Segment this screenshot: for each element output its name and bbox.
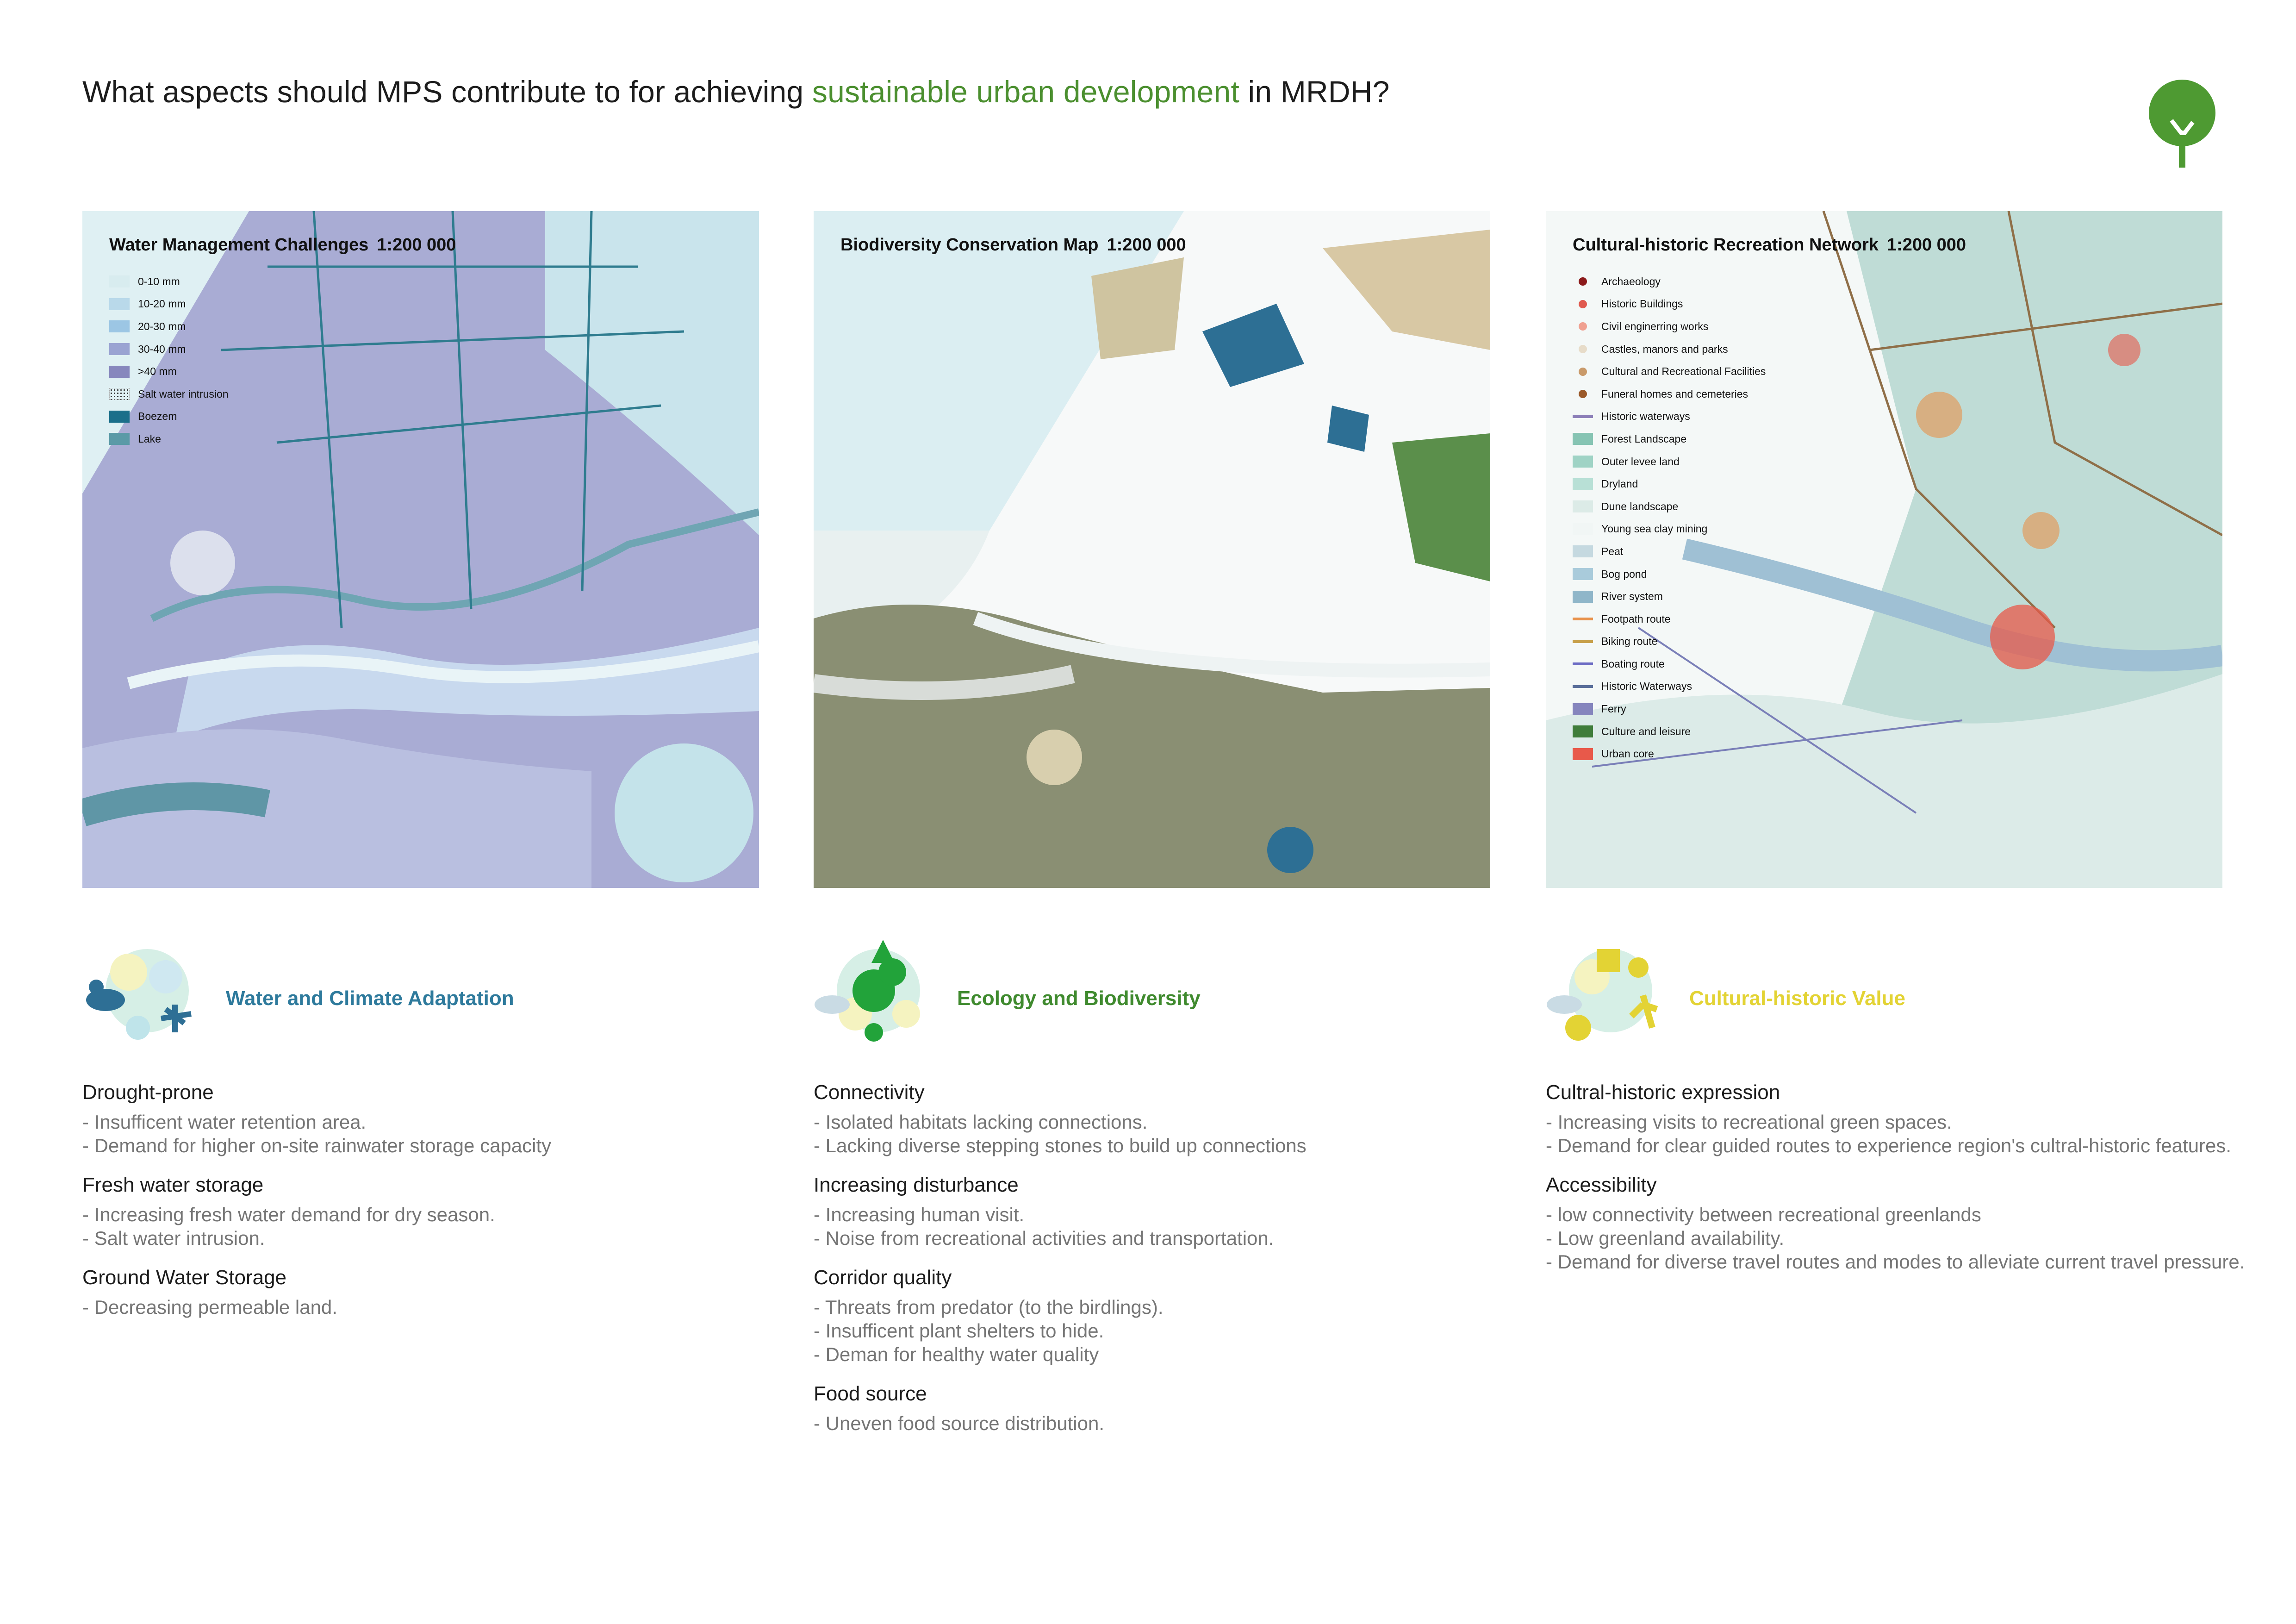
legend-swatch xyxy=(1573,456,1593,468)
biodiversity-map xyxy=(814,211,1490,888)
legend-swatch xyxy=(109,343,130,355)
challenge-item: - Demand for clear guided routes to experience region's cultral-historic features. xyxy=(1546,1135,2232,1156)
legend-swatch xyxy=(109,366,130,378)
legend-label: Funeral homes and cemeteries xyxy=(1601,387,1748,400)
challenge-item: - Deman for healthy water quality xyxy=(814,1343,1099,1365)
legend-item xyxy=(1573,631,1766,653)
legend-item: 10-20 mm xyxy=(109,293,229,316)
legend-label: Young sea clay mining xyxy=(1601,523,1708,535)
legend-item xyxy=(1573,653,1766,675)
legend-item xyxy=(1573,338,1766,361)
title-highlight: sustainable urban development xyxy=(812,75,1239,109)
map-title: Biodiversity Conservation Map 1:200 000 xyxy=(840,235,1186,255)
section-heading: Drought-prone xyxy=(82,1081,214,1104)
legend-swatch xyxy=(1573,545,1593,557)
challenge-section xyxy=(82,1171,823,1250)
legend-item xyxy=(1573,540,1766,563)
tree-logo-icon xyxy=(2147,80,2217,168)
water-legend xyxy=(109,270,229,450)
legend-item xyxy=(1573,518,1766,541)
section-heading: Corridor quality xyxy=(814,1266,952,1289)
legend-item xyxy=(1573,563,1766,586)
legend-item xyxy=(1573,270,1766,293)
legend-swatch xyxy=(1579,368,1587,376)
challenge-item: - Isolated habitats lacking connections. xyxy=(814,1111,1148,1133)
challenge-item: - Uneven food source distribution. xyxy=(814,1412,1105,1434)
title-before: What aspects should MPS contribute to for achieving xyxy=(82,75,804,109)
legend-item xyxy=(1573,428,1766,450)
challenge-item: - Noise from recreational activities and transportation. xyxy=(814,1227,1274,1249)
challenge-section xyxy=(1546,1171,2286,1274)
water-management-map xyxy=(82,211,759,888)
challenge-item: - Insufficent water retention area. xyxy=(82,1111,367,1133)
legend-label: River system xyxy=(1601,590,1663,603)
legend-swatch xyxy=(1579,322,1587,331)
legend-item xyxy=(1573,473,1766,495)
ecology-challenges-list xyxy=(814,1079,1554,1449)
legend-label: Historic Waterways xyxy=(1601,680,1692,693)
legend-swatch xyxy=(1573,703,1593,715)
legend-item xyxy=(1573,406,1766,428)
legend-swatch xyxy=(1573,662,1593,665)
ecology-biodiversity-icon xyxy=(814,935,934,1051)
legend-item xyxy=(1573,608,1766,631)
cultural-historic-icon xyxy=(1546,935,1666,1051)
challenge-section xyxy=(1546,1079,2286,1157)
legend-swatch xyxy=(1573,568,1593,580)
legend-label: Archaeology xyxy=(1601,275,1661,287)
section-heading: Food source xyxy=(814,1382,927,1405)
legend-label: Biking route xyxy=(1601,635,1658,648)
challenge-item: - Increasing fresh water demand for dry season. xyxy=(82,1204,495,1225)
challenge-item: - Demand for higher on-site rainwater storage capacity xyxy=(82,1135,552,1156)
legend-label: Ferry xyxy=(1601,703,1626,715)
challenge-item: - Demand for diverse travel routes and modes to alleviate current travel pressure. xyxy=(1546,1251,2245,1273)
legend-item xyxy=(1573,675,1766,698)
legend-item: 20-30 mm xyxy=(109,315,229,338)
legend-swatch xyxy=(1573,640,1593,643)
legend-item xyxy=(1573,743,1766,765)
legend-swatch xyxy=(1579,277,1587,286)
challenge-item: - Salt water intrusion. xyxy=(82,1227,265,1249)
legend-swatch xyxy=(109,320,130,332)
legend-swatch xyxy=(1573,591,1593,603)
theme-label: Cultural-historic Value xyxy=(1689,987,1905,1010)
legend-swatch xyxy=(1573,748,1593,760)
legend-label: Outer levee land xyxy=(1601,455,1680,468)
challenge-item: - Threats from predator (to the birdlings). xyxy=(814,1296,1164,1318)
legend-label: Bog pond xyxy=(1601,568,1647,580)
section-heading: Connectivity xyxy=(814,1081,925,1104)
theme-label: Water and Climate Adaptation xyxy=(226,987,514,1010)
section-heading: Accessibility xyxy=(1546,1174,1657,1196)
legend-item xyxy=(1573,585,1766,608)
legend-item: >40 mm xyxy=(109,360,229,383)
legend-label: Historic waterways xyxy=(1601,410,1690,423)
challenge-section xyxy=(82,1079,823,1157)
challenge-item: - low connectivity between recreational greenlands xyxy=(1546,1204,1981,1225)
challenge-item: - Lacking diverse stepping stones to build up connections xyxy=(814,1135,1307,1156)
legend-item: Salt water intrusion xyxy=(109,383,229,406)
legend-item xyxy=(1573,315,1766,338)
section-heading: Fresh water storage xyxy=(82,1174,264,1196)
cultural-historic-map xyxy=(1546,211,2222,888)
legend-item xyxy=(1573,383,1766,406)
challenge-item: - Low greenland availability. xyxy=(1546,1227,1785,1249)
biodiversity-map-background xyxy=(814,211,1490,888)
legend-swatch xyxy=(1579,345,1587,353)
challenge-section xyxy=(814,1079,1554,1157)
legend-item xyxy=(1573,293,1766,316)
challenge-section xyxy=(814,1171,1554,1250)
legend-swatch xyxy=(109,388,130,400)
challenge-section xyxy=(814,1380,1554,1435)
legend-swatch xyxy=(1573,725,1593,737)
legend-item xyxy=(1573,360,1766,383)
legend-label: Cultural and Recreational Facilities xyxy=(1601,365,1766,378)
legend-swatch xyxy=(1573,433,1593,445)
legend-swatch xyxy=(1573,415,1593,418)
legend-swatch xyxy=(109,298,130,310)
legend-swatch xyxy=(109,433,130,445)
water-climate-icon xyxy=(82,935,203,1051)
challenge-item: - Decreasing permeable land. xyxy=(82,1296,337,1318)
map-title: Cultural-historic Recreation Network 1:200 000 xyxy=(1573,235,1966,255)
legend-item xyxy=(1573,698,1766,720)
legend-item: Lake xyxy=(109,428,229,450)
legend-swatch xyxy=(1573,523,1593,535)
legend-swatch xyxy=(1573,685,1593,688)
legend-label: Dune landscape xyxy=(1601,500,1679,512)
legend-label: Dryland xyxy=(1601,478,1638,490)
legend-label: Historic Buildings xyxy=(1601,298,1683,310)
theme-label: Ecology and Biodiversity xyxy=(957,987,1201,1010)
cultural-challenges-list xyxy=(1546,1079,2286,1287)
legend-swatch xyxy=(1579,300,1587,308)
legend-swatch xyxy=(1573,618,1593,620)
challenge-section xyxy=(82,1264,823,1319)
title-after: in MRDH? xyxy=(1248,75,1390,109)
legend-label: Civil enginerring works xyxy=(1601,320,1709,332)
section-heading: Ground Water Storage xyxy=(82,1266,287,1289)
legend-label: Boating route xyxy=(1601,657,1665,670)
challenge-item: - Insufficent plant shelters to hide. xyxy=(814,1320,1104,1342)
legend-swatch xyxy=(1573,478,1593,490)
legend-swatch xyxy=(109,411,130,423)
challenge-section xyxy=(814,1264,1554,1366)
legend-item: Boezem xyxy=(109,406,229,428)
section-heading: Cultral-historic expression xyxy=(1546,1081,1780,1104)
legend-item xyxy=(1573,495,1766,518)
cultural-legend xyxy=(1573,270,1766,765)
section-heading: Increasing disturbance xyxy=(814,1174,1019,1196)
legend-label: Castles, manors and parks xyxy=(1601,343,1728,355)
challenge-item: - Increasing human visit. xyxy=(814,1204,1025,1225)
map-title: Water Management Challenges 1:200 000 xyxy=(109,235,456,255)
legend-label: Forest Landscape xyxy=(1601,432,1687,445)
legend-item xyxy=(1573,450,1766,473)
legend-item xyxy=(1573,720,1766,743)
legend-label: Urban core xyxy=(1601,748,1654,760)
legend-swatch xyxy=(1579,390,1587,398)
legend-label: Peat xyxy=(1601,545,1624,557)
legend-item: 0-10 mm xyxy=(109,270,229,293)
legend-label: Footpath route xyxy=(1601,612,1671,625)
legend-swatch xyxy=(1573,500,1593,512)
challenge-item: - Increasing visits to recreational green spaces. xyxy=(1546,1111,1952,1133)
legend-swatch xyxy=(109,275,130,287)
legend-label: Culture and leisure xyxy=(1601,725,1691,737)
water-challenges-list xyxy=(82,1079,823,1333)
page-title xyxy=(82,74,1390,109)
legend-item: 30-40 mm xyxy=(109,338,229,361)
